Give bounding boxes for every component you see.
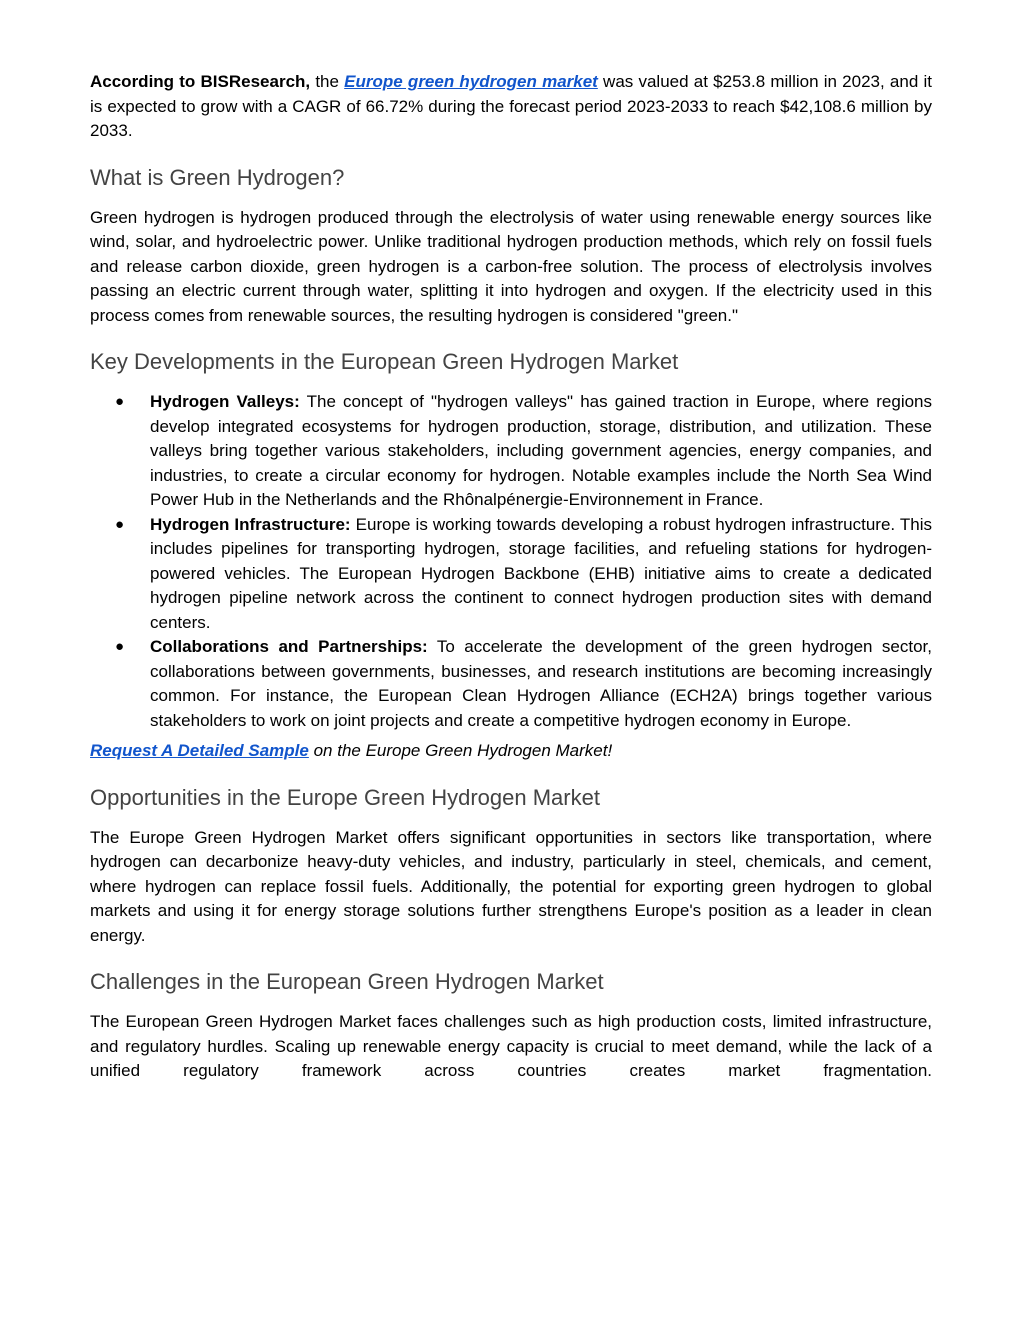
document-page <box>90 70 932 1104</box>
request-sample-link[interactable]: Request A Detailed Sample <box>90 741 309 760</box>
heading-challenges: Challenges in the European Green Hydrogen Market <box>90 969 604 994</box>
list-item-title: Hydrogen Infrastructure: <box>150 514 351 534</box>
list-item-title: Hydrogen Valleys: <box>150 392 300 411</box>
heading-key-developments: Key Developments in the European Green Hydrogen Market <box>90 349 679 374</box>
challenges-body: The European Green Hydrogen Market faces challenges such as high production costs, limited infrastructure, and regulatory hurdles. Scaling up renewable energy capacity is crucial to meet demand, while the lack of a unified regulatory framework across countries creates market fragmentation. <box>90 1012 932 1080</box>
what-is-green-hydrogen-body: Green hydrogen is hydrogen produced through the electrolysis of water using renewable energy sources like wind, solar, and hydroelectric power. Unlike traditional hydrogen production methods, which rely on fossil fuels and release carbon dioxide, green hydrogen is a carbon-free solution. The process of electrolysis involves passing an electric current through water, splitting it into hydrogen and oxygen. If the electricity used in this process comes from renewable sources, the resulting hydrogen is considered "green." <box>90 207 932 325</box>
bullet-icon: ● <box>115 393 125 410</box>
bullet-icon: ● <box>115 515 125 533</box>
list-item <box>90 390 932 513</box>
intro-paragraph <box>90 70 932 144</box>
heading-opportunities: Opportunities in the Europe Green Hydrogen Market <box>90 784 600 810</box>
heading-what-is-green-hydrogen: What is Green Hydrogen? <box>90 164 345 190</box>
sample-request-line <box>90 739 932 764</box>
list-item-title: Collaborations and Partnerships: <box>150 637 428 656</box>
opportunities-body: The Europe Green Hydrogen Market offers significant opportunities in sectors like transportation, where hydrogen can decarbonize heavy-duty vehicles, and industry, particularly in steel, chemicals, and cement, where hydrogen can replace fossil fuels. Additionally, the potential for exporting green hydrogen to global markets and using it for energy storage solutions further strengthens Europe's position as a leader in clean energy. <box>90 827 932 945</box>
market-report-link[interactable]: Europe green hydrogen market <box>344 72 598 91</box>
list-item-text: Europe is working towards developing a robust hydrogen infrastructure. This includes pipelines for transporting hydrogen, storage facilities, and refueling stations for hydrogen-powered vehicles. The European Hydrogen Backbone (EHB) initiative aims to create a dedicated hydrogen pipeline network across the continent to connect hydrogen production sites with demand centers. <box>150 514 932 632</box>
intro-post-link: was valued at $253.8 million in 2023, and it is expected to grow with a CAGR of 66.72% during the forecast period 2023-2033 to reach $42,108.6 million by 2033. <box>90 72 932 140</box>
sample-request-rest: on the Europe Green Hydrogen Market! <box>308 741 613 760</box>
list-item <box>90 635 932 733</box>
list-item-text: The concept of "hydrogen valleys" has gained traction in Europe, where regions develop integrated ecosystems for hydrogen production, storage, distribution, and utilization. These valleys bring together various stakeholders, including government agencies, energy companies, and industries, to create a circular economy for hydrogen. Notable examples include the North Sea Wind Power Hub in the Netherlands and the Rhônalpénergie-Environnement in France. <box>150 392 932 509</box>
intro-pre-link: the <box>310 72 345 91</box>
bullet-icon: ● <box>115 638 125 655</box>
list-item-text: To accelerate the development of the green hydrogen sector, collaborations between governments, businesses, and research institutions are becoming increasingly common. For instance, the European Clean Hydrogen Alliance (ECH2A) brings together various stakeholders to work on joint projects and create a competitive hydrogen economy in Europe. <box>150 637 932 730</box>
key-developments-list <box>90 390 932 733</box>
list-item <box>90 513 932 636</box>
intro-bold-lead: According to BISResearch, <box>90 72 311 91</box>
